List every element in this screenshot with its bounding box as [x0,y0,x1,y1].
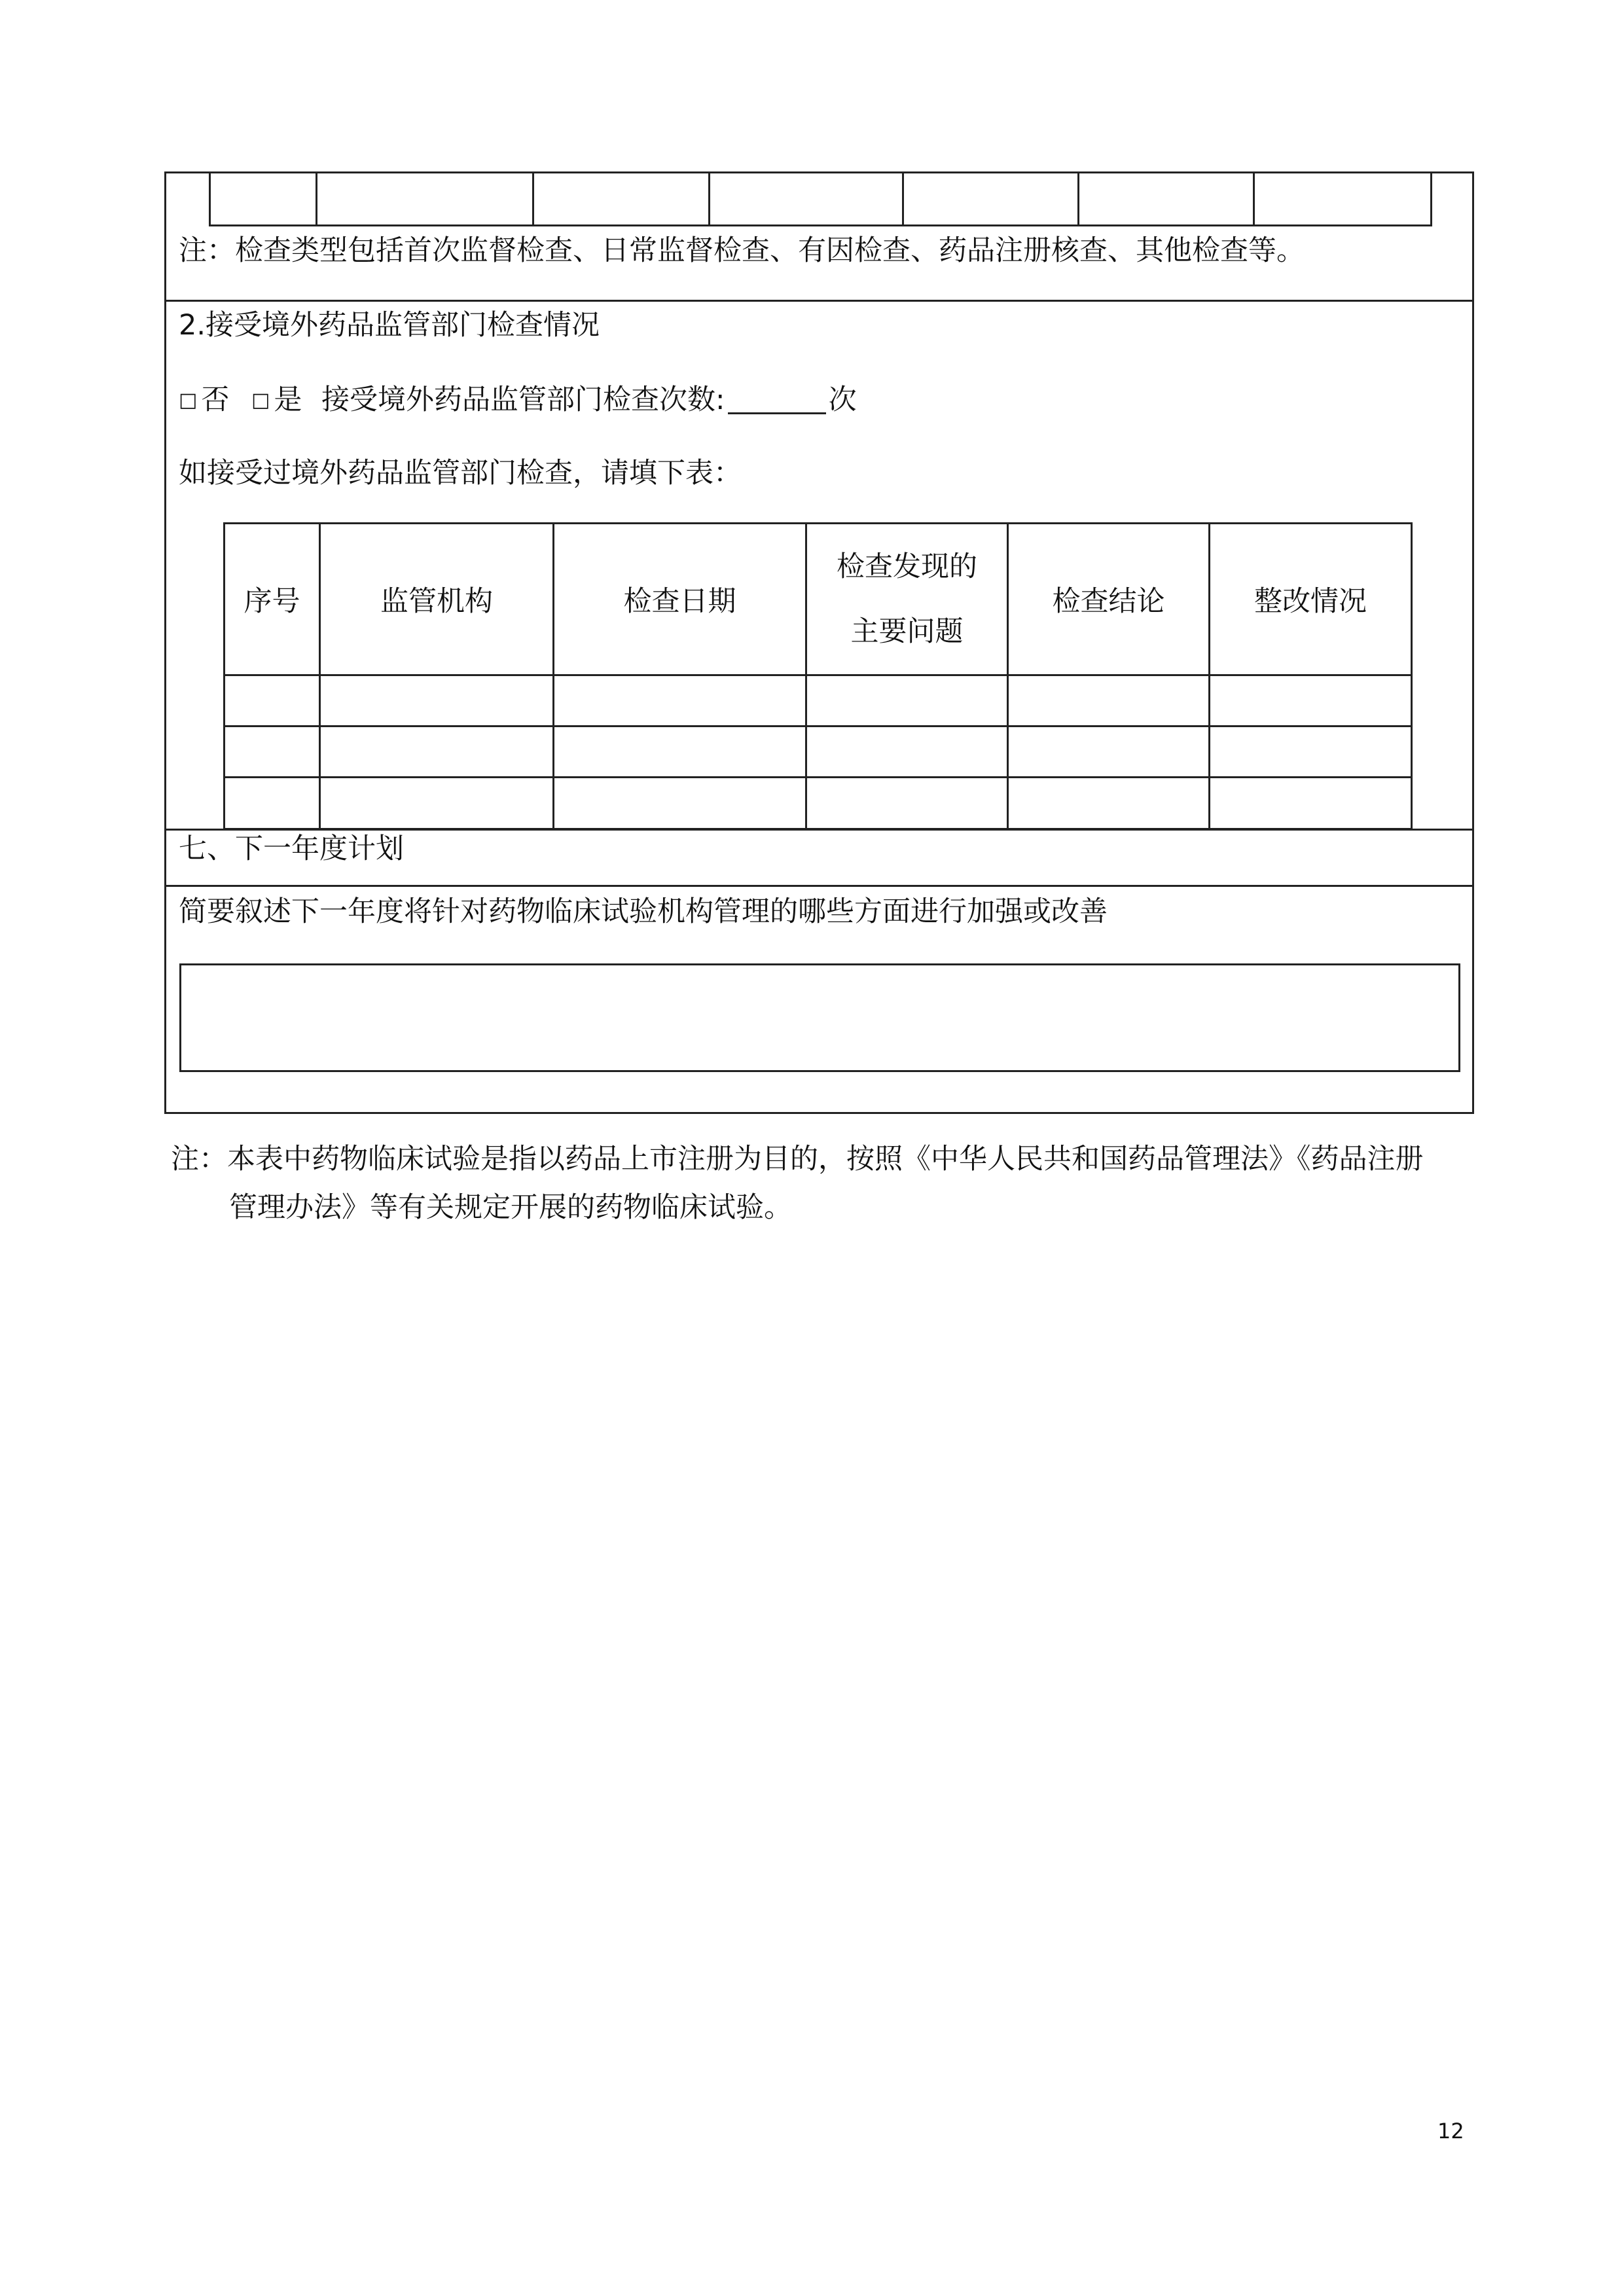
inspection-table-tail [209,171,1432,226]
table-cell[interactable] [1210,675,1412,726]
table-row [210,171,1432,226]
divider [164,829,1474,831]
section-7-title: 七、下一年度计划 [179,833,404,865]
header-agency: 监管机构 [320,524,554,675]
table-cell[interactable] [554,675,806,726]
table-row [225,675,1412,726]
foreign-inspection-heading: 2.接受境外药品监管部门检查情况 [179,309,600,342]
header-findings-line1: 检查发现的 [837,550,977,583]
table-cell[interactable] [1079,171,1254,226]
table-cell[interactable] [554,778,806,829]
table-cell[interactable] [1008,778,1210,829]
table-cell[interactable] [710,171,903,226]
checkbox-no[interactable]: □ [179,389,198,412]
foreign-inspection-options [179,386,857,414]
table-cell[interactable] [533,171,710,226]
table-cell[interactable] [903,171,1079,226]
table-cell[interactable] [317,171,533,226]
table-cell[interactable] [1008,675,1210,726]
table-cell[interactable] [1210,726,1412,778]
header-date: 检查日期 [554,524,806,675]
table-cell[interactable] [225,726,320,778]
table-header-row [225,524,1412,675]
divider [164,300,1474,302]
header-conclusion: 检查结论 [1008,524,1210,675]
next-year-plan-input[interactable] [179,963,1460,1072]
footnote-line-2: 管理办法》等有关规定开展的药物临床试验。 [229,1191,792,1224]
fill-table-instruction: 如接受过境外药品监管部门检查，请填下表： [179,457,742,490]
count-label: 接受境外药品监管部门检查次数: [321,384,725,416]
count-input[interactable] [728,386,826,414]
table-cell[interactable] [320,726,554,778]
table-cell[interactable] [210,171,317,226]
table-cell[interactable] [806,778,1008,829]
divider [164,885,1474,887]
table-row [225,778,1412,829]
footnote-line-1: 注：本表中药物临床试验是指以药品上市注册为目的，按照《中华人民共和国药品管理法》《药品注册 [171,1143,1424,1175]
count-unit: 次 [828,384,857,416]
table-cell[interactable] [225,778,320,829]
header-rectification: 整改情况 [1210,524,1412,675]
table-cell[interactable] [320,778,554,829]
table-row [225,726,1412,778]
option-no-label: 否 [201,384,230,416]
table-cell[interactable] [806,675,1008,726]
checkbox-yes[interactable]: □ [251,389,270,412]
foreign-inspection-table [223,522,1413,830]
option-yes-label: 是 [274,384,302,416]
header-seq: 序号 [225,524,320,675]
table-cell[interactable] [1210,778,1412,829]
table-cell[interactable] [1254,171,1432,226]
table-cell[interactable] [225,675,320,726]
header-findings-line2: 主要问题 [850,615,964,648]
header-findings [806,524,1008,675]
table-cell[interactable] [806,726,1008,778]
page-number: 12 [1437,2119,1464,2144]
table-cell[interactable] [320,675,554,726]
next-year-plan-prompt: 简要叙述下一年度将针对药物临床试验机构管理的哪些方面进行加强或改善 [179,895,1108,928]
table-cell[interactable] [1008,726,1210,778]
table-cell[interactable] [554,726,806,778]
inspection-type-note: 注：检查类型包括首次监督检查、日常监督检查、有因检查、药品注册核查、其他检查等。 [179,234,1305,267]
